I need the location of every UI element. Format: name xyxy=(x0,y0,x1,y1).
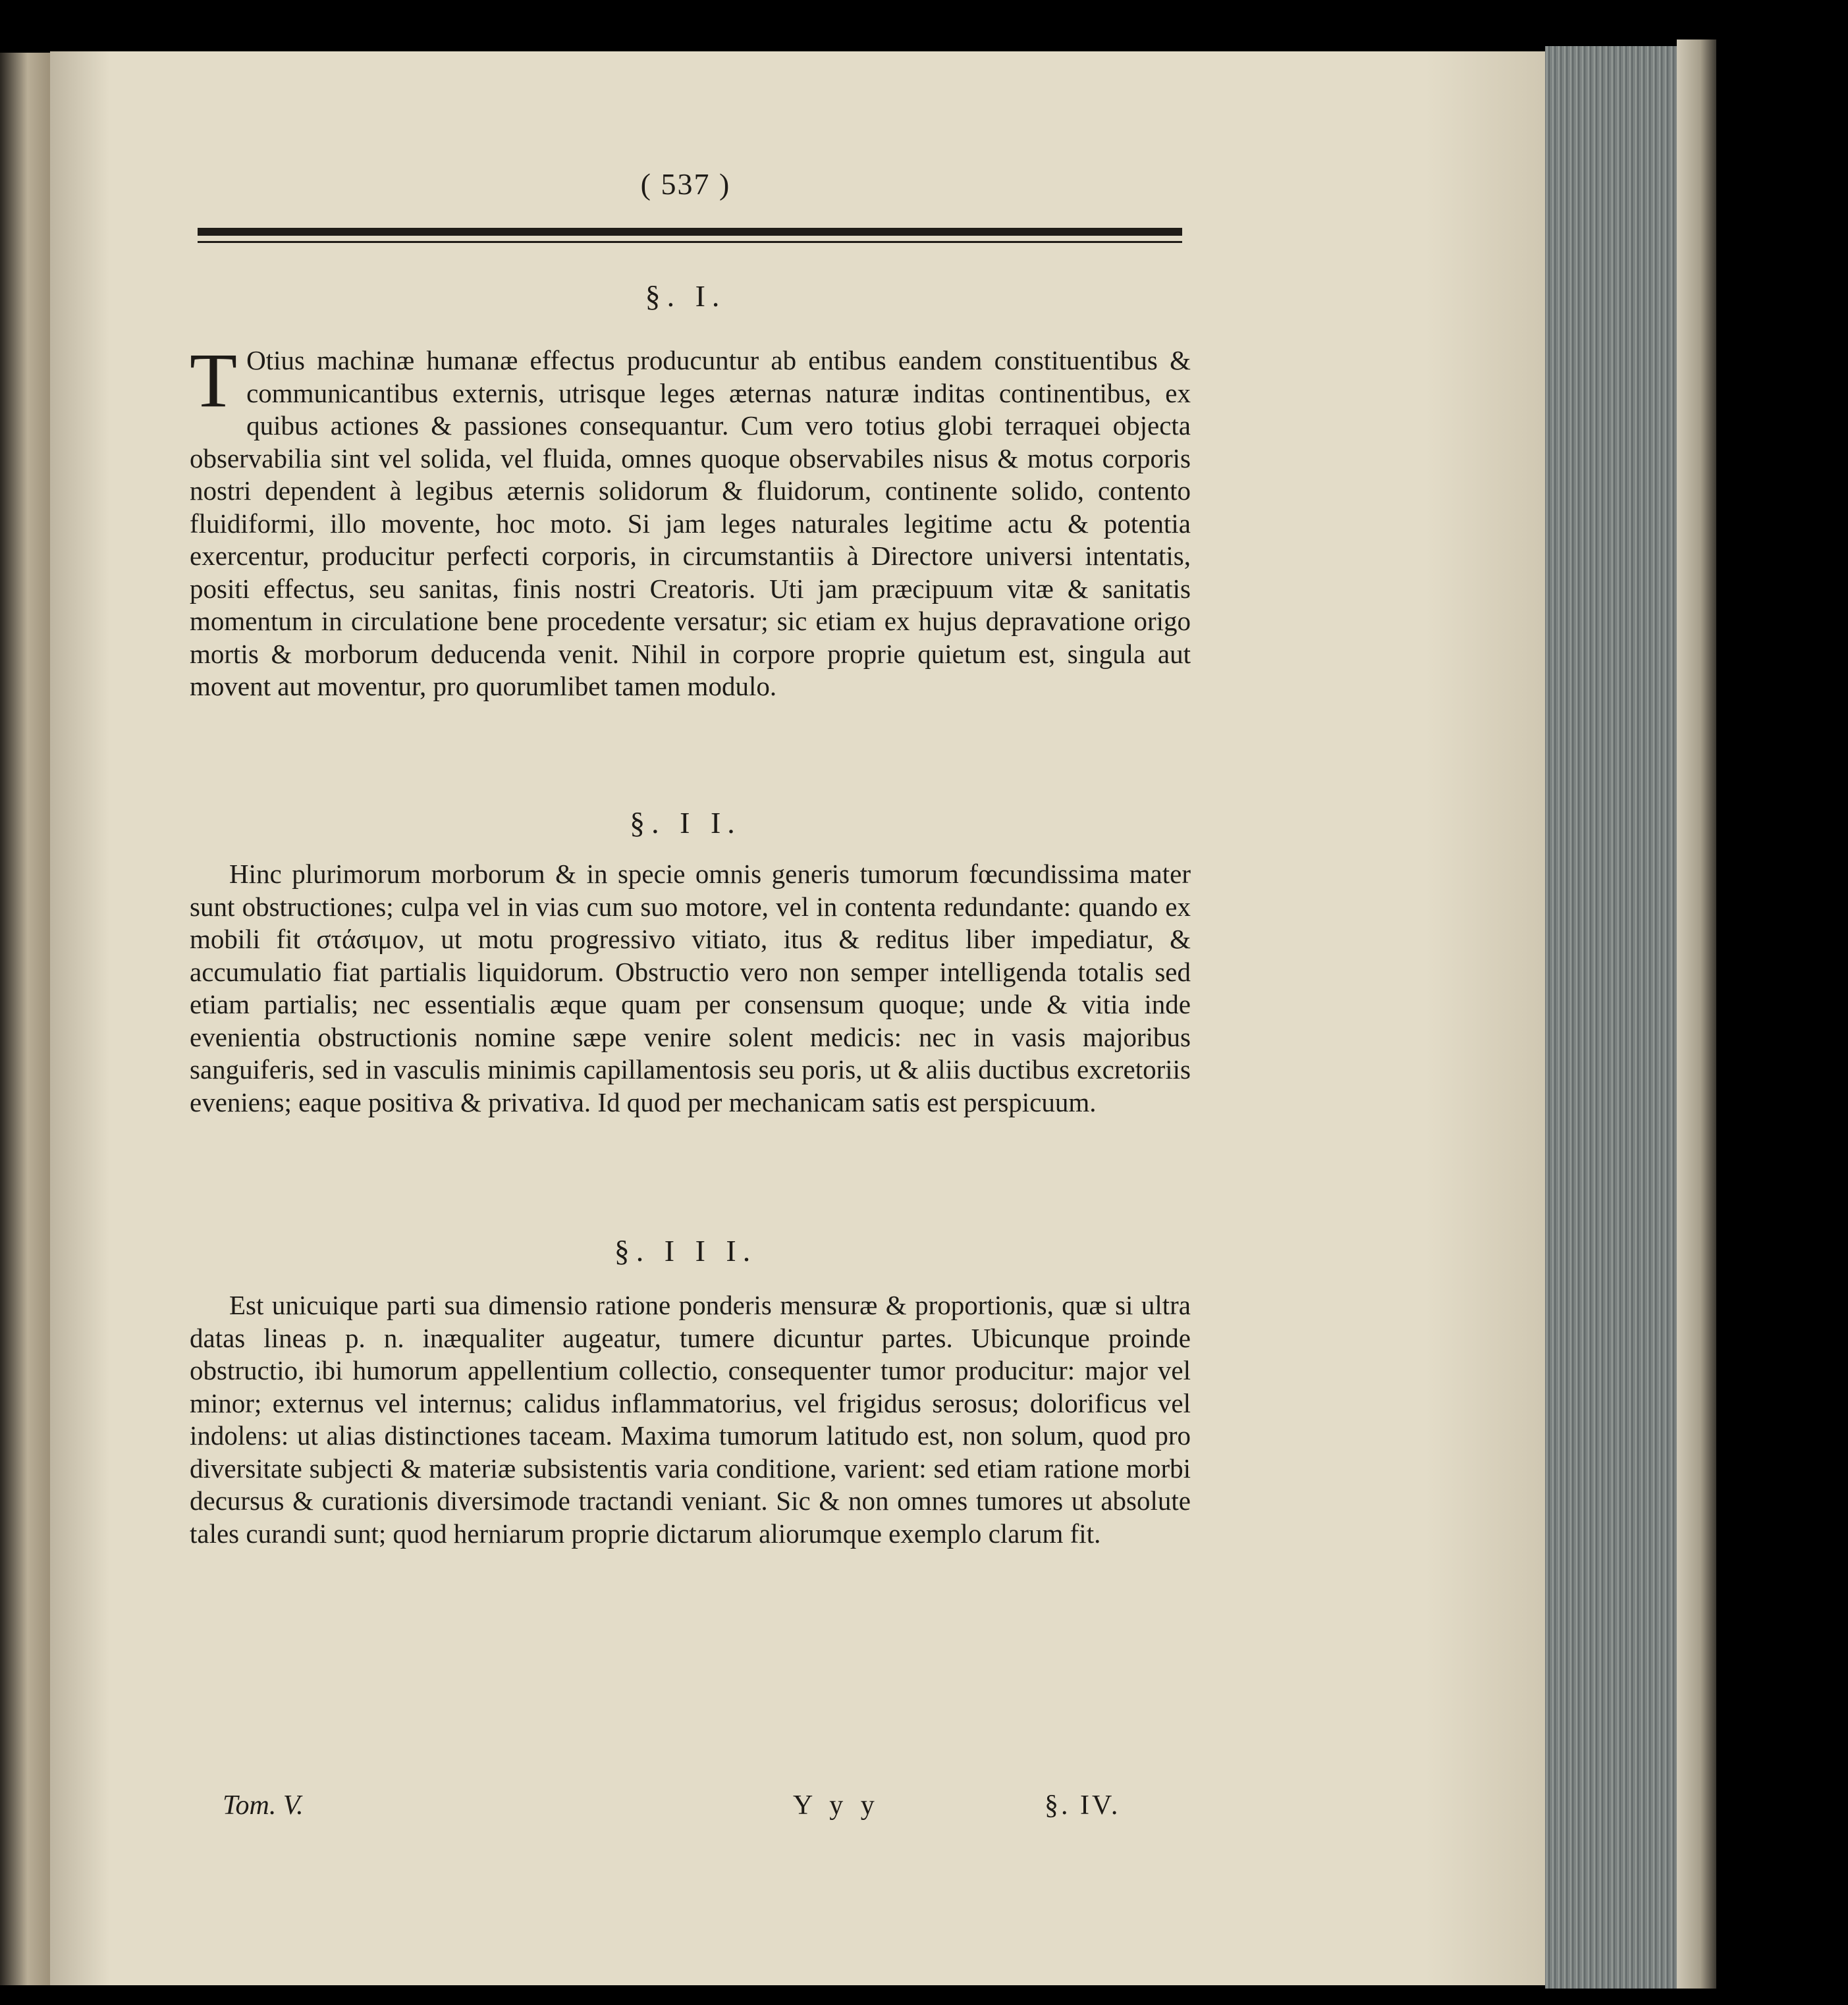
drop-cap: T xyxy=(190,337,238,423)
page-number: ( 537 ) xyxy=(640,167,731,201)
section-heading-1: §. I. xyxy=(645,279,726,313)
footer-signature: Y y y xyxy=(793,1790,880,1821)
footer-catchword: §. IV. xyxy=(1045,1790,1121,1821)
section-text-3: Est unicuique parti sua dimensio ratione ponderis mensuræ & proportionis, quæ si ultra datas lineas p. n. inæqualiter augeatur, tumere dicuntur partes. Ubicunque proinde obstructio, ibi humorum appellentium collectio, consequenter tumor producitur: major vel minor; externus vel internus; calidus inflammatorius, vel frigidus serosus; dolorificus vel indolens: ut alias distinctiones taceam. Maxima tumorum latitudo est, non solum, quod pro diversitate subjecti & materiæ subsistentis varia conditione, varient: sed etiam ratione morbi decursus & curationis diversimode tractandi veniant. Sic & non omnes tumores ut absolute tales curandi sunt; quod herniarum proprie dictarum aliorumque exemplo clarum fit. xyxy=(190,1290,1191,1549)
cover-edge xyxy=(1677,40,1716,1989)
section-text-2: Hinc plurimorum morborum & in specie omnis generis tumorum fœcundissima mater sunt obstructiones; culpa vel in vias cum suo motore, vel in contenta redundante: quando ex mobili fit στάσιμον, ut motu progressivo vitiato, itus & reditus liber impediatur, & accumulatio fiat partialis liquidorum. Obstructio vero non semper intelligenda totalis sed etiam partialis; nec essentialis æque quam per consensum quoque; unde & vitia inde evenientia obstructionis nomine sæpe venire solent medicis: nec in vasis majoribus sanguiferis, sed in vasculis minimis capillamentosis seu poris, ut & aliis ductibus excretoriis eveniens; eaque positiva & privativa. Id quod per mechanicam satis est perspicuum. xyxy=(190,859,1191,1117)
section-text-1-body: Otius machinæ humanæ effectus producuntur ab entibus eandem constituentibus & communicantibus externis, utrisque leges æternas naturæ inditas continentibus, ex quibus actiones & passiones consequantur. Cum vero totius globi terraquei objecta observabilia sint vel solida, vel fluida, omnes quoque observabiles nisus & motus corporis nostri dependent à legibus æternis solidorum & fluidorum, continente solido, contento fluidiformi, illo movente, hoc moto. Si jam leges naturales legitime actu & potentia exercentur, producitur perfecti corporis, in circumstantiis à Directore universi intentatis, positi effectus, seu sanitas, finis nostri Creatoris. Uti jam præcipuum vitæ & sanitatis momentum in circulatione bene procedente versatur; sic etiam ex hujus depravatione origo mortis & morborum deducenda venit. Nihil in corpore proprie quietum est, singula aut movent aut moventur, pro quorumlibet tamen modulo. xyxy=(190,345,1191,701)
header-rule-thick xyxy=(198,228,1182,236)
book-page xyxy=(50,51,1545,1985)
left-page-edge xyxy=(0,53,50,1985)
section-heading-2: §. I I. xyxy=(630,806,742,840)
section-text-1 xyxy=(190,337,1191,703)
footer-volume: Tom. V. xyxy=(223,1790,304,1821)
header-rule-thin xyxy=(198,241,1182,243)
page-block-fore-edge xyxy=(1545,46,1677,1989)
section-heading-3: §. I I I. xyxy=(614,1234,757,1268)
